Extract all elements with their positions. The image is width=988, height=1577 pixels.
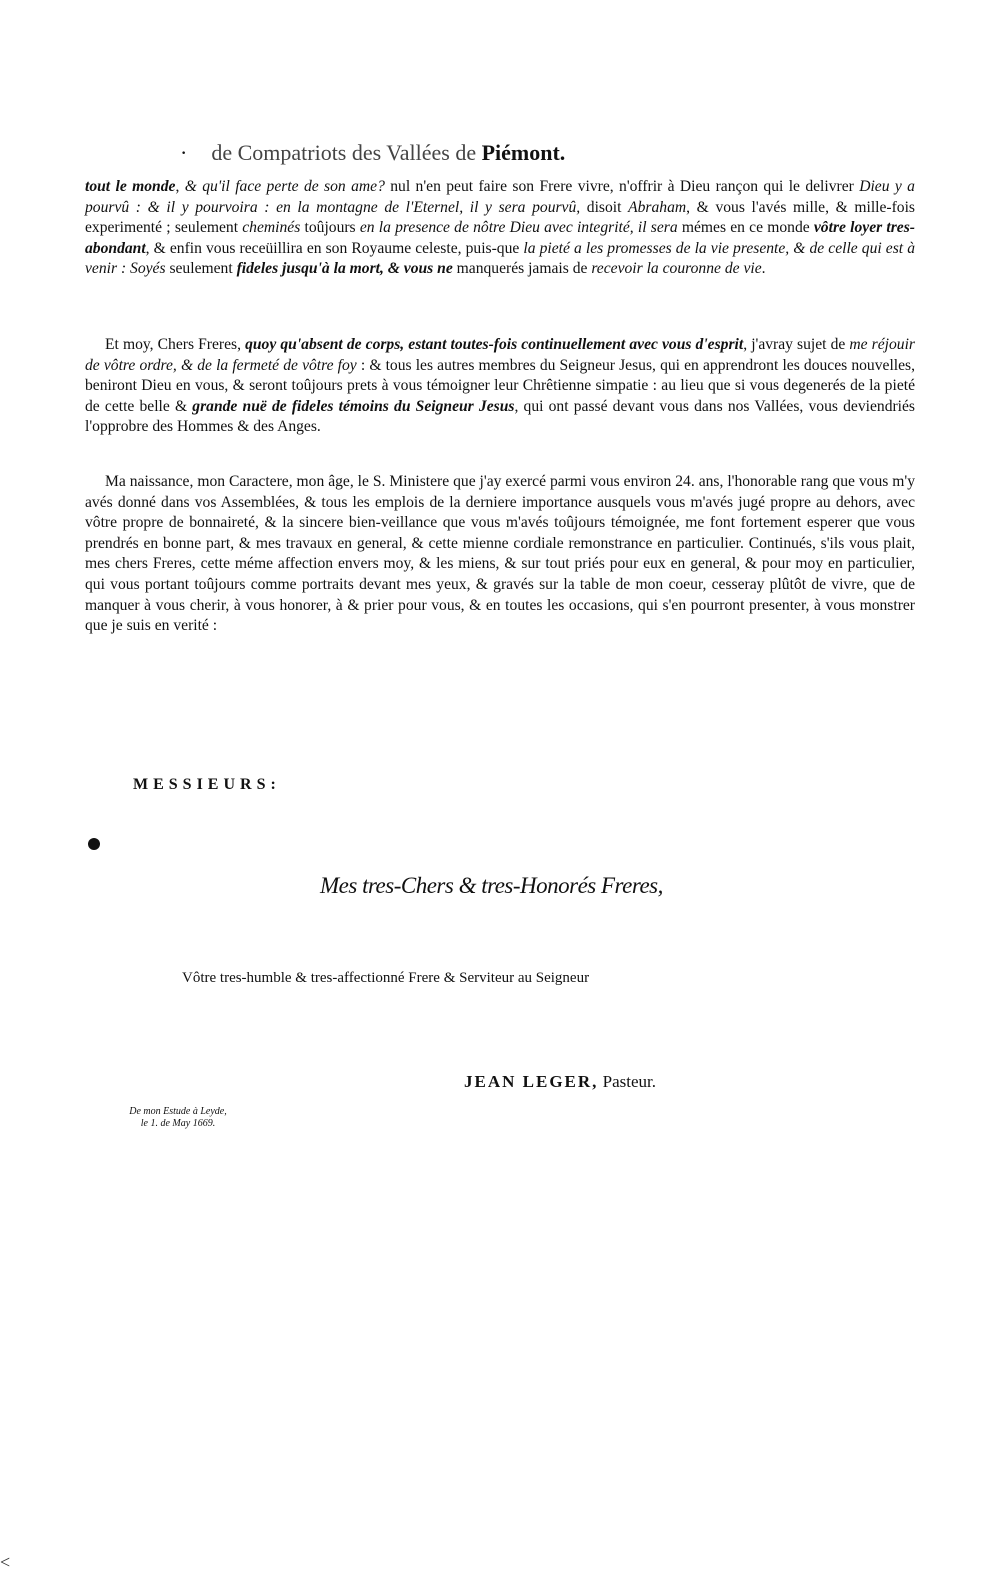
text-run: Ma naissance, mon Caractere, mon âge, le S. Ministere que j'ay exercé parmi vous environ 24. ans, l'honorable rang que vous m'y avés donné dans vos Assemblées, & tous les emplois de la derniere importance ausquels vous m'avés jugé propre au dehors, avec vôtre propre de bonnaireté, & la sincere bien-veillance que vous m'avés toûjours témoignée, me font fortement esperer que vous prendrés en bonne part, & mes travaux en general, & cette mienne cordiale remonstrance en particulier. Continués, s'ils vous plait, mes chers Freres, cette méme affection envers moy, & les miens, & sur tout priés pour eux en general, & pour moy en particulier, qui vous portant toûjours comme portraits devant mes yeux, & gravés sur la table de mon coeur, cesseray plûtôt de vivre, que de manquer à vous cherir, à vous honorer, à & prier pour vous, & en toutes les occasions, qui s'en pourront presenter, à vous monstrer que je suis en verité : [85,473,915,635]
text-run: . [761,260,766,278]
running-head-text: de Compatriots des Vallées de [211,140,477,165]
text-run: seulement [165,260,237,278]
text-run: Et moy, Chers Freres, [105,336,246,353]
signature-name: JEAN LEGER, [464,1072,599,1091]
paragraph-1-text [85,177,915,280]
running-head-place: Piémont. [481,140,566,165]
paragraph-2-text [85,335,915,438]
text-run: toûjours [300,219,360,237]
text-run: cheminés [242,219,301,237]
text-run: en la presence de nôtre Dieu avec integrité, il sera [359,219,678,237]
text-run: , & vous l'avés mille, & mille-fois experimenté ; seulement [85,198,915,237]
ink-dot-mark [88,838,100,850]
text-run: quoy qu'absent de corps, estant toutes-fois continuellement avec vous d'esprit [245,336,744,353]
text-run: & qu'il face perte de son ame? [184,178,385,195]
text-run: tout le monde [85,178,176,195]
dateline [118,1106,238,1130]
text-run: , [175,178,185,195]
text-run: me réjouir de vôtre ordre, & de la fermeté de vôtre foy [85,336,915,374]
letter-paragraph-1 [85,177,915,280]
text-run: , j'avray sujet de [743,336,850,353]
subscription-line: Vôtre tres-humble & tres-affectionné Frere & Serviteur au Seigneur [182,970,590,986]
letter-paragraph-2 [85,335,915,438]
text-run: vôtre loyer tres-abondant [85,219,915,257]
text-run: : & tous les autres membres du Seigneur Jesus, qui en apprendront les douces nouvelles, beniront Dieu en vous, & seront toûjours prets à vous témoigner leur Chrêtienne simpatie : au lieu que si vous degenerés de la pieté de cette belle & [85,356,915,415]
text-run: fideles jusqu'à la mort, & vous ne [236,260,453,278]
text-run: nul n'en peut faire son Frere vivre, n'offrir à Dieu rançon qui le delivrer [384,178,860,195]
text-run: disoit [580,198,629,216]
text-run: Dieu y a pourvû : & il y pourvoira : en la montagne de l'Eternel, il y sera pourvû, [85,178,915,216]
dateline-date: le 1. de May 1669. [140,1118,216,1129]
page-edge-mark: < [0,1552,11,1572]
text-run: recevoir la couronne de vie [591,260,762,278]
text-run: , qui ont passé devant vous dans nos Vallées, vous deviendriés l'opprobre des Hommes & des Anges. [85,397,916,436]
text-run: manquerés jamais de [452,260,592,278]
text-run: la pieté a les promesses de la vie presente, & de celle qui est à venir : Soyés [85,239,916,278]
text-run: , & enfin vous receüillira en son Royaume celeste, puis-que [145,239,524,257]
salutation: MESSIEURS: [133,776,281,793]
signature-title: Pasteur. [602,1072,657,1091]
letter-paragraph-3 [85,472,915,637]
dateline-place: De mon Estude à Leyde, [129,1106,227,1117]
text-run: grande nuë de fideles témoins du Seigneur Jesus [192,397,515,415]
text-run: Abraham [628,198,687,216]
running-head [180,140,640,166]
paragraph-3-text [85,472,915,637]
running-head-dot: · [180,140,188,165]
text-run: mémes en ce monde [677,219,814,237]
signature-block [464,1072,656,1092]
closing-formula: Mes tres-Chers & tres-Honorés Freres, [320,873,663,898]
